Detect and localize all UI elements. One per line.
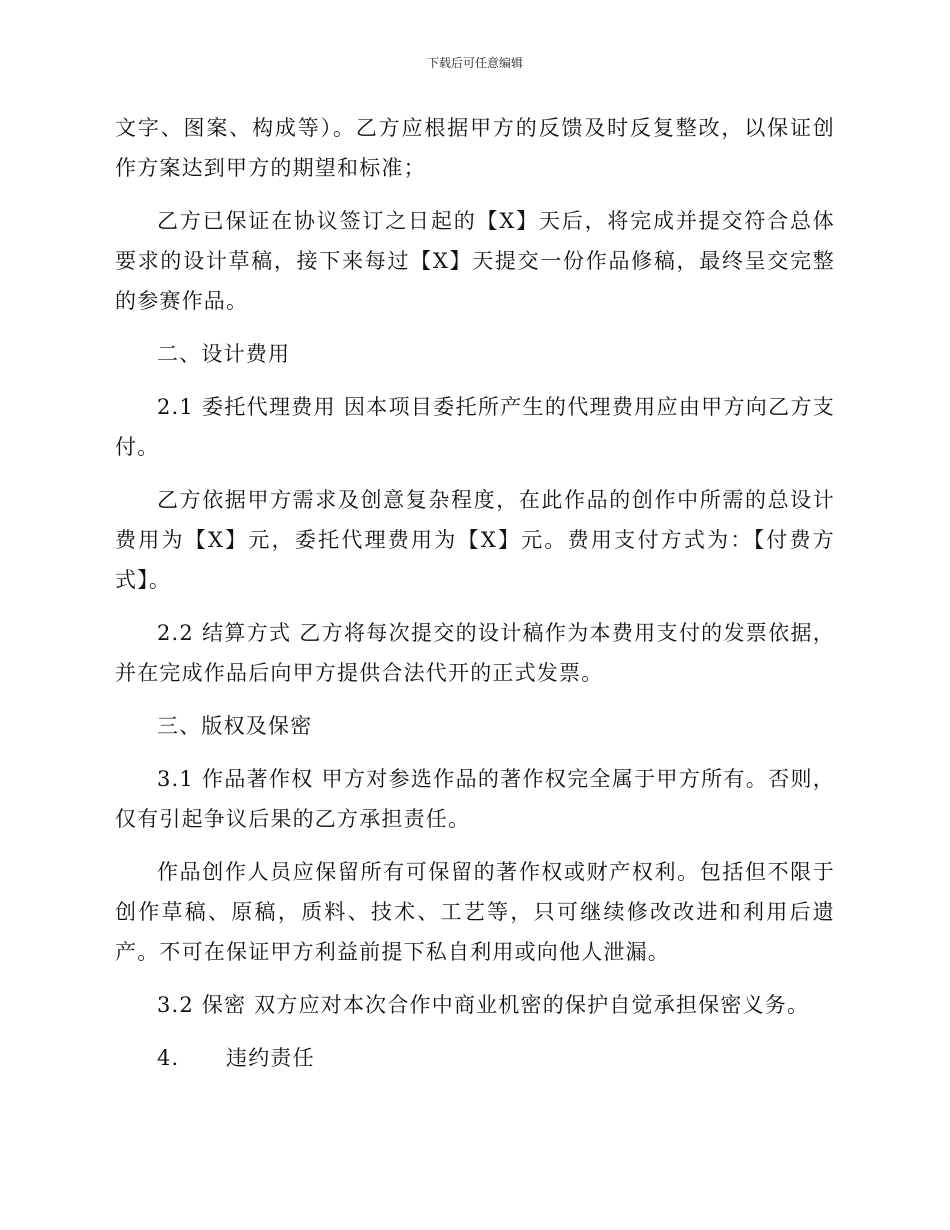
paragraph-revision-continuation: 文字、图案、构成等）。乙方应根据甲方的反馈及时反复整改，以保证创作方案达到甲方的期望和标准； <box>115 116 835 180</box>
section-heading-copyright: 三、版权及保密 <box>157 714 313 738</box>
document-body <box>115 108 835 1078</box>
paragraph-draft-schedule: 乙方已保证在协议签订之日起的【X】天后，将完成并提交符合总体要求的设计草稿，接下来每过【X】天提交一份作品修稿，最终呈交完整的参赛作品。 <box>115 209 835 313</box>
section-title: 违约责任 <box>226 1046 315 1070</box>
section-number: 4. <box>157 1046 180 1070</box>
paragraph-fee-amounts: 乙方依据甲方需求及创意复杂程度，在此作品的创作中所需的总设计费用为【X】元，委托代理费用为【X】元。费用支付方式为：【付费方式】。 <box>115 488 835 592</box>
paragraph-retained-rights: 作品创作人员应保留所有可保留的著作权或财产权利。包括但不限于创作草稿、原稿，质料、技术、工艺等，只可继续修改改进和利用后遗产。不可在保证甲方利益前提下私自利用或向他人泄漏。 <box>115 860 835 964</box>
clause-3-2-confidentiality: 3.2 保密 双方应对本次合作中商业机密的保护自觉承担保密义务。 <box>157 993 810 1017</box>
section-heading-breach <box>115 1038 835 1078</box>
page-header: 下载后可任意编辑 <box>426 56 523 70</box>
clause-2-2-settlement: 2.2 结算方式 乙方将每次提交的设计稿作为本费用支付的发票依据，并在完成作品后向甲方提供合法代开的正式发票。 <box>115 621 835 685</box>
section-heading-design-fees: 二、设计费用 <box>157 342 291 366</box>
clause-2-1-agency-fee: 2.1 委托代理费用 因本项目委托所产生的代理费用应由甲方向乙方支付。 <box>115 395 835 459</box>
clause-3-1-copyright: 3.1 作品著作权 甲方对参选作品的著作权完全属于甲方所有。否则，仅有引起争议后果的乙方承担责任。 <box>115 767 835 831</box>
